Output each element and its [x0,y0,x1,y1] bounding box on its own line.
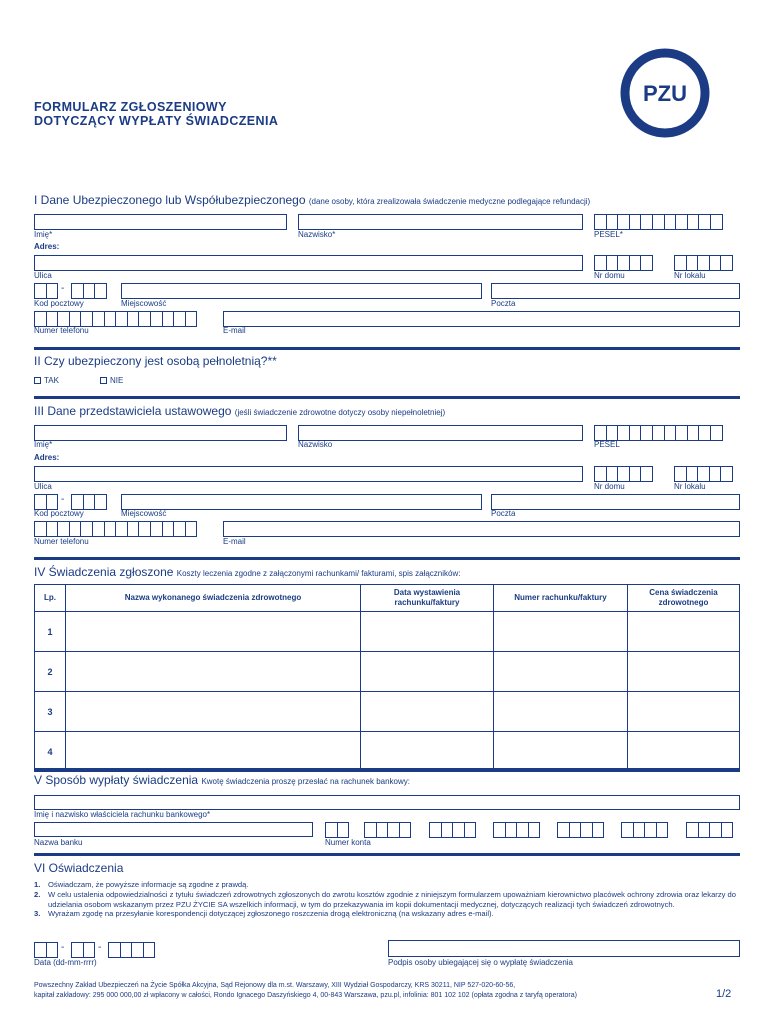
logo-text: PZU [643,81,687,106]
adult-no-option[interactable]: NIE [100,376,123,385]
s1-last-name-input[interactable] [298,214,583,230]
row-number: 3 [35,692,66,732]
section-divider [34,396,740,399]
declaration-item: 1. Oświadczam, że powyższe informacje są zgodne z prawdą. [34,880,249,889]
s1-postcode-part1-input[interactable] [34,283,57,299]
s1-postcode-label: Kod pocztowy [34,299,84,308]
s1-pesel-label: PESEL* [594,230,623,239]
section-3-note: (jeśli świadczenie zdrowotne dotyczy osoby niepełnoletniej) [234,408,446,417]
s3-city-input[interactable] [121,494,482,510]
form-title [34,100,278,128]
account-number-group-6[interactable] [621,822,667,838]
s1-pesel-input[interactable] [594,214,722,230]
price-cell[interactable] [628,612,740,652]
col-header-invoice-date: Data wystawienia rachunku/faktury [361,585,494,612]
row-number: 1 [35,612,66,652]
s1-email-label: E-mail [223,326,246,335]
table-row [35,692,740,732]
account-number-group-7[interactable] [686,822,732,838]
s1-phone-label: Numer telefonu [34,326,89,335]
s1-address-label: Adres: [34,242,60,251]
declaration-item: 3. Wyrażam zgodę na przesyłanie korespondencji dotyczącej zgłoszonego roszczenia drogą elektroniczną (na wskazany adres e-mail). [34,909,494,919]
date-dash: - [61,942,65,953]
s1-city-input[interactable] [121,283,482,299]
s3-first-name-input[interactable] [34,425,287,441]
service-name-cell[interactable] [66,692,361,732]
date-dash: - [98,942,102,953]
section-divider [34,853,740,856]
s1-house-number-input[interactable] [594,255,652,271]
s1-street-label: Ulica [34,271,52,280]
signature-label: Podpis osoby ubiegającej się o wypłatę świadczenia [388,958,573,967]
s3-house-number-label: Nr domu [594,482,625,491]
account-number-group-5[interactable] [557,822,603,838]
section-divider [34,768,740,771]
s3-flat-number-label: Nr lokalu [674,482,706,491]
account-number-label: Numer konta [325,838,371,847]
s3-house-number-input[interactable] [594,466,652,482]
s1-city-label: Miejscowość [121,299,167,308]
col-header-lp: Lp. [35,585,66,612]
invoice-date-cell[interactable] [361,732,494,772]
adult-no-checkbox[interactable] [100,377,107,384]
service-name-cell[interactable] [66,732,361,772]
service-name-cell[interactable] [66,652,361,692]
section-5-heading: V Sposób wypłaty świadczenia Kwotę świadczenia proszę przesłać na rachunek bankowy: [34,773,410,787]
s3-last-name-label: Nazwisko [298,440,333,449]
s1-flat-number-input[interactable] [674,255,732,271]
bank-name-input[interactable] [34,822,313,837]
s1-first-name-label: Imię* [34,230,53,239]
s3-post-office-label: Poczta [491,509,516,518]
s1-house-number-label: Nr domu [594,271,625,280]
s3-email-input[interactable] [223,521,740,537]
price-cell[interactable] [628,692,740,732]
table-header-row [35,585,740,612]
account-number-group-2[interactable] [364,822,410,838]
section-3-heading: III Dane przedstawiciela ustawowego (jeśli świadczenie zdrowotne dotyczy osoby niepełnoletniej) [34,404,446,418]
page-number: 1/2 [716,988,732,1000]
date-month-input[interactable] [71,942,94,958]
adult-yes-checkbox[interactable] [34,377,41,384]
section-divider [34,347,740,350]
invoice-date-cell[interactable] [361,652,494,692]
date-day-input[interactable] [34,942,57,958]
account-owner-label: Imię i nazwisko właściciela rachunku bankowego* [34,810,211,819]
table-row [35,652,740,692]
section-1-heading: I Dane Ubezpieczonego lub Współubezpieczonego (dane osoby, która zrealizowała świadczenie medyczne podlegające refundacji) [34,193,591,207]
form-title-line2: DOTYCZĄCY WYPŁATY ŚWIADCZENIA [34,114,279,128]
s3-postcode-part2-input[interactable] [71,494,106,510]
s3-first-name-label: Imię* [34,440,53,449]
signature-field[interactable] [388,940,740,957]
s3-email-label: E-mail [223,537,246,546]
price-cell[interactable] [628,652,740,692]
col-header-invoice-number: Numer rachunku/faktury [494,585,628,612]
section-6-heading: VI Oświadczenia [34,861,124,875]
s1-flat-number-label: Nr lokalu [674,271,706,280]
invoice-number-cell[interactable] [494,652,628,692]
s3-address-label: Adres: [34,453,60,462]
postcode-dash: - [61,283,65,294]
price-cell[interactable] [628,732,740,772]
section-4-heading: IV Świadczenia zgłoszone Koszty leczenia zgodne z załączonymi rachunkami/ fakturami, spis załączników: [34,565,461,579]
account-owner-input[interactable] [34,795,740,810]
invoice-number-cell[interactable] [494,612,628,652]
bank-name-label: Nazwa banku [34,838,83,847]
footer-line-2: kapitał zakładowy: 295 000 000,00 zł wpłacony w całości, Rondo Ignacego Daszyńskiego 4, 00-843 Warszawa, pzu.pl, infolinia: 801 102 102 (opłata zgodna z taryfą operatora) [34,991,577,999]
declarations-list [34,880,740,919]
s3-postcode-label: Kod pocztowy [34,509,84,518]
s3-pesel-input[interactable] [594,425,722,441]
invoice-number-cell[interactable] [494,692,628,732]
footer-legal [34,981,674,1000]
s3-phone-label: Numer telefonu [34,537,89,546]
footer-line-1: Powszechny Zakład Ubezpieczeń na Życie Spółka Akcyjna, Sąd Rejonowy dla m.st. Warszawy, XIII Wydział Gospodarczy, KRS 30211, NIP 527-020-60-56, [34,982,516,989]
pzu-logo-icon [619,47,711,139]
row-number: 4 [35,732,66,772]
section-1-note: (dane osoby, która zrealizowała świadczenie medyczne podlegające refundacji) [308,197,591,206]
s3-last-name-input[interactable] [298,425,583,441]
account-number-group-1[interactable] [325,822,348,838]
col-header-service-name: Nazwa wykonanego świadczenia zdrowotnego [66,585,361,612]
account-number-group-4[interactable] [493,822,539,838]
s3-phone-input[interactable] [34,521,196,537]
section-2-heading: II Czy ubezpieczony jest osobą pełnoletnią?** [34,354,277,368]
col-header-price: Cena świadczenia zdrowotnego [628,585,740,612]
s1-post-office-input[interactable] [491,283,740,299]
invoice-number-cell[interactable] [494,732,628,772]
section-divider [34,557,740,560]
s3-pesel-label: PESEL [594,440,620,449]
adult-yes-option[interactable]: TAK [34,376,59,385]
date-label: Data (dd-mm-rrrr) [34,958,97,967]
s1-post-office-label: Poczta [491,299,516,308]
s1-street-input[interactable] [34,255,583,271]
s3-flat-number-input[interactable] [674,466,732,482]
form-title-line1: FORMULARZ ZGŁOSZENIOWY [34,100,227,114]
s1-email-input[interactable] [223,311,740,327]
s1-phone-input[interactable] [34,311,196,327]
table-row [35,732,740,772]
table-row [35,612,740,652]
section-4-note: Koszty leczenia zgodne z załączonymi rachunkami/ fakturami, spis załączników: [176,569,461,578]
section-5-note: Kwotę świadczenia proszę przesłać na rachunek bankowy: [201,777,410,786]
s3-street-label: Ulica [34,482,52,491]
s1-postcode-part2-input[interactable] [71,283,106,299]
row-number: 2 [35,652,66,692]
postcode-dash: - [61,494,65,505]
account-number-group-3[interactable] [429,822,475,838]
invoice-date-cell[interactable] [361,692,494,732]
s1-last-name-label: Nazwisko* [298,230,336,239]
service-name-cell[interactable] [66,612,361,652]
invoice-date-cell[interactable] [361,612,494,652]
s3-street-input[interactable] [34,466,583,482]
s3-city-label: Miejscowość [121,509,167,518]
date-year-input[interactable] [108,942,154,958]
s3-post-office-input[interactable] [491,494,740,510]
declaration-item: 2. W celu ustalenia odpowiedzialności z tytułu świadczeń zdrowotnych zgłoszonych do zwrotu kosztów zgodnie z niniejszym formularzem upoważniam kierownictwo placówek ochrony zdrowia oraz lekarzy do udzielania osobom wskazanym przez PZU ŻYCIE SA wszelkich informacji, w tym do przekazywania im kopii dokumentacji medycznej, dotyczących realizacji tych świadczeń zdrowotnych. [34,889,736,909]
s1-first-name-input[interactable] [34,214,287,230]
services-table [34,584,740,772]
s3-postcode-part1-input[interactable] [34,494,57,510]
